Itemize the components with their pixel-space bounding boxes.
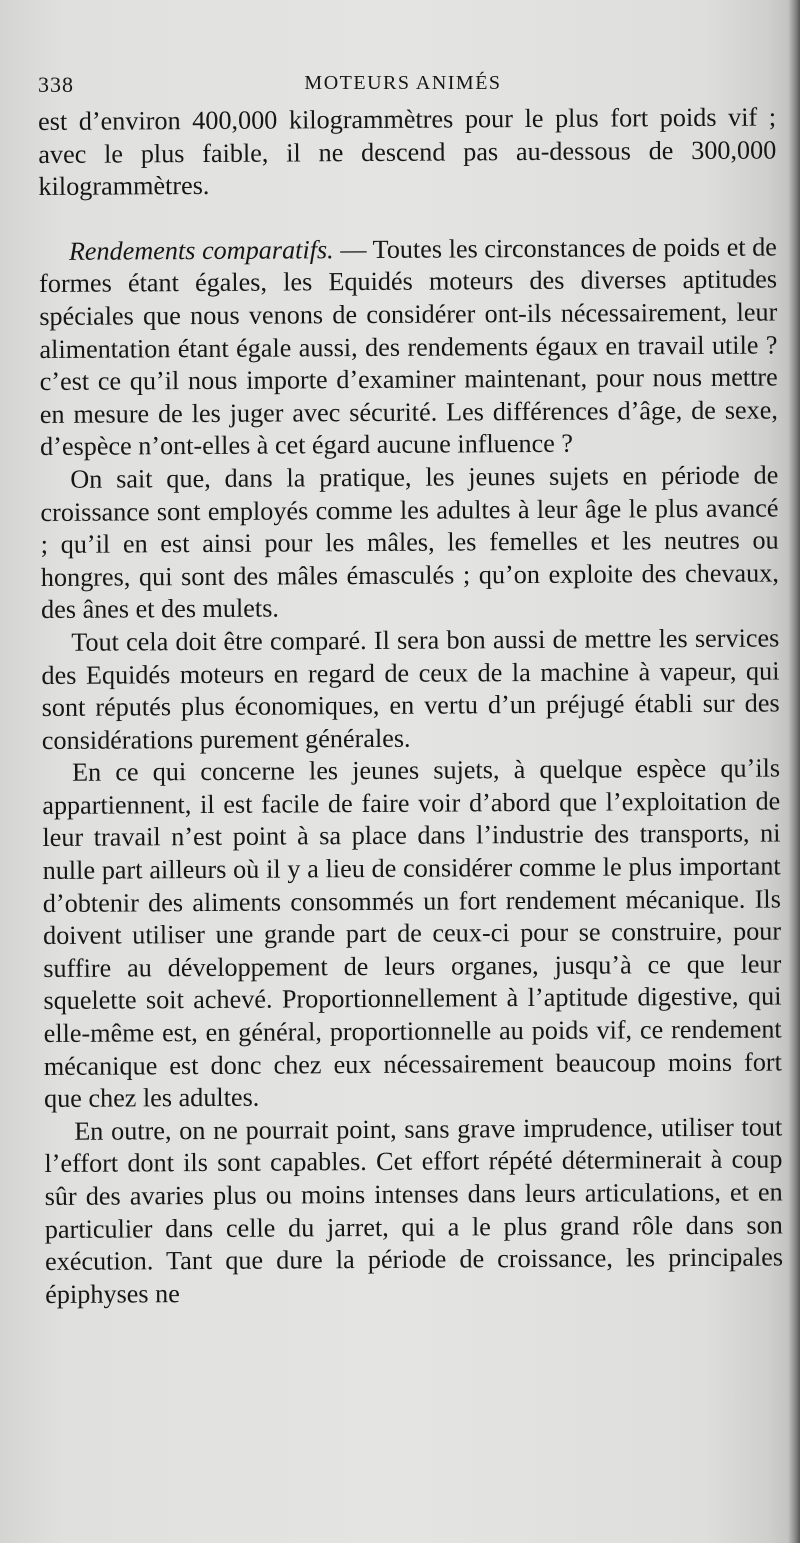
paragraph-5: En ce qui concerne les jeunes sujets, à quelque espèce qu’ils appartiennent, il est facile de faire voir d’abord que l’exploitation de leur travail n’est point à sa place dans l’industrie des transports, ni nulle part ailleurs où il y a lieu de considérer comme le plus important d’obtenir des aliments consommés un fort rendement mécanique. Ils doivent utiliser une grande part de ceux-ci pour se construire, pour suffire au développement de leurs organes, jusqu’à ce que leur squelette soit achevé. Proportionnellement à l’aptitude digestive, qui elle-même est, en général, proportionnelle au poids vif, ce rendement mécanique est donc chez eux nécessairement beaucoup moins fort que chez les adultes. [42, 753, 782, 1114]
page-binding-shadow [788, 0, 800, 1543]
paragraph-1: est d’environ 400,000 kilogrammètres pour le plus fort poids vif ; avec le plus faible, il ne descend pas au-dessous de 300,000 kilogrammètres. [38, 102, 777, 202]
page-number: 338 [38, 72, 74, 97]
section-heading-rendements: Rendements comparatifs. [68, 234, 334, 266]
paragraph-3: On sait que, dans la pratique, les jeunes sujets en période de croissance sont employés comme les adultes à leur âge le plus avancé ; qu’il en est ainsi pour les mâles, les femelles et les neutres ou hongres, qui sont des mâles émasculés ; qu’on exploite des chevaux, des ânes et des mulets. [40, 460, 779, 625]
page-header [38, 66, 768, 102]
body-text [38, 101, 783, 1311]
running-title: MOTEURS ANIMÉS [304, 72, 502, 94]
paragraph-2-text: — Toutes les circonstances de poids et de formes étant égales, les Equidés moteurs des diverses aptitudes spéciales que nous venons de considérer ont-ils nécessairement, leur alimentation étant égale aussi, des rendements égaux en travail utile ? c’est ce qu’il nous importe d’examiner maintenant, pour nous mettre en mesure de les juger avec sécurité. Les différences d’âge, de sexe, d’espèce n’ont-elles à cet égard aucune influence ? [38, 232, 778, 462]
paragraph-2 [39, 231, 778, 464]
paragraph-6: En outre, on ne pourrait point, sans grave imprudence, utiliser tout l’effort dont ils sont capables. Cet effort répété déterminerait à coup sûr des avaries plus ou moins intenses dans leurs articulations, et en particulier dans celle du jarret, qui a le plus grand rôle dans son exécution. Tant que dure la période de croissance, les principales épiphyses ne [44, 1112, 784, 1309]
paragraph-4: Tout cela doit être comparé. Il sera bon aussi de mettre les services des Equidés moteurs en regard de ceux de la machine à vapeur, qui sont réputés plus économiques, en vertu d’un préjugé établi sur des considérations purement générales. [41, 623, 780, 755]
